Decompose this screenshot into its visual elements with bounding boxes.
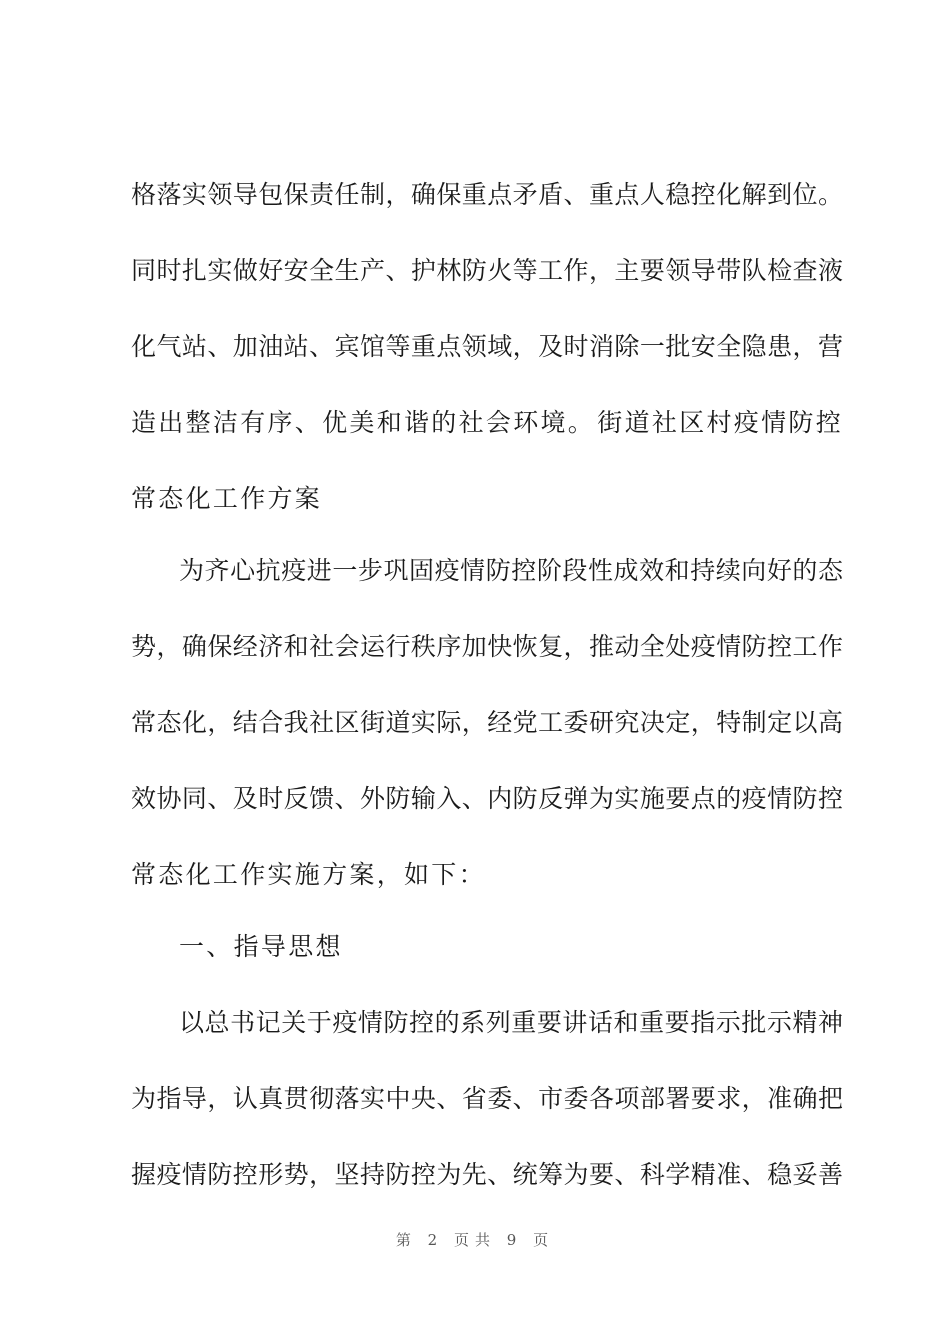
text-line: 效协同、及时反馈、外防输入、内防反弹为实施要点的疫情防控	[131, 784, 843, 813]
text-line: 以总书记关于疫情防控的系列重要讲话和重要指示批示精神	[179, 1008, 843, 1037]
text-line: 常态化，结合我社区街道实际，经党工委研究决定，特制定以高	[131, 708, 843, 737]
section-heading: 一、指导思想	[179, 932, 343, 961]
text-line-mixed	[131, 403, 843, 443]
text-line: 握疫情防控形势，坚持防控为先、统筹为要、科学精准、稳妥善	[131, 1160, 843, 1189]
paragraph-end: 造出整洁有序、优美和谐的社会环境。	[131, 408, 596, 437]
section-heading-part2: 常态化工作方案	[131, 484, 323, 513]
text-line: 为齐心抗疫进一步巩固疫情防控阶段性成效和持续向好的态	[179, 556, 843, 585]
text-line: 同时扎实做好安全生产、护林防火等工作，主要领导带队检查液	[131, 256, 843, 285]
text-line: 为指导，认真贯彻落实中央、省委、市委各项部署要求，准确把	[131, 1084, 843, 1113]
text-line: 势，确保经济和社会运行秩序加快恢复，推动全处疫情防控工作	[131, 632, 843, 661]
text-line: 化气站、加油站、宾馆等重点领域，及时消除一批安全隐患，营	[131, 332, 843, 361]
text-line: 常态化工作实施方案，如下：	[131, 860, 486, 889]
page-number: 第 2 页共 9 页	[395, 1231, 555, 1249]
text-line: 格落实领导包保责任制，确保重点矛盾、重点人稳控化解到位。	[131, 180, 843, 209]
section-heading-part1: 街道社区村疫情防控	[597, 408, 843, 437]
